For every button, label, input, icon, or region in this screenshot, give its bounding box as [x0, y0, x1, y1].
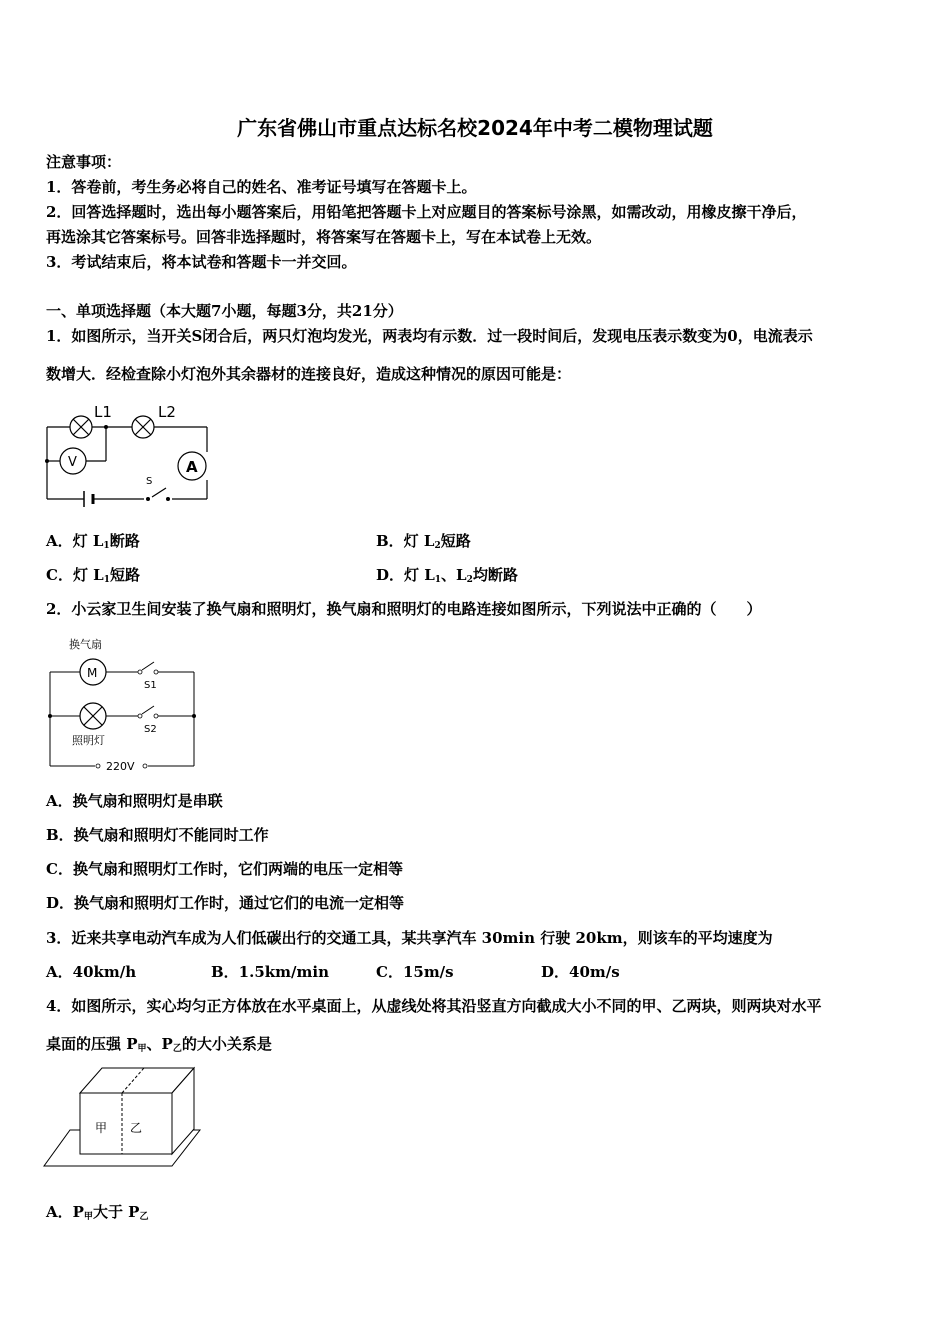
q3-option-d[interactable]: D．40m/s [541, 963, 620, 981]
label-l1: L1 [94, 403, 112, 421]
lamp-l1-icon [70, 416, 92, 438]
q4-stem-line2: 桌面的压强 $P_甲$、$P_乙$的大小关系是 [46, 1035, 272, 1054]
label-v: V [68, 455, 77, 470]
label-s2: S2 [144, 724, 157, 735]
q4-stem-line1: 4．如图所示，实心均匀正方体放在水平桌面上，从虚线处将其沿竖直方向截成大小不同的甲、乙两块，则两块对水平 [46, 997, 822, 1015]
q2-option-b[interactable]: B．换气扇和照明灯不能同时工作 [46, 826, 269, 844]
label-a: A [186, 458, 198, 476]
label-jia: 甲 [95, 1121, 108, 1135]
lamp-l2-icon [132, 416, 154, 438]
q1-circuit-diagram [40, 398, 220, 510]
q1-option-c[interactable]: C．灯 $L_1$短路 [46, 566, 140, 585]
label-lamp: 照明灯 [72, 734, 105, 747]
q2-option-a[interactable]: A．换气扇和照明灯是串联 [46, 792, 223, 810]
q1-option-d[interactable]: D．灯 $L_1$、$L_2$均断路 [376, 566, 518, 585]
page-title: 广东省佛山市重点达标名校2024年中考二模物理试题 [237, 116, 713, 140]
notice-item-1: 1．答卷前，考生务必将自己的姓名、准考证号填写在答题卡上。 [46, 178, 477, 196]
q4-cube-diagram [42, 1062, 202, 1172]
label-s: S [146, 476, 153, 487]
q2-option-c[interactable]: C．换气扇和照明灯工作时，它们两端的电压一定相等 [46, 860, 403, 878]
notice-item-2-cont: 再选涂其它答案标号。回答非选择题时，将答案写在答题卡上，写在本试卷上无效。 [46, 228, 602, 246]
notice-item-3: 3．考试结束后，将本试卷和答题卡一并交回。 [46, 253, 357, 271]
q1-stem-line1: 1．如图所示，当开关S闭合后，两只灯泡均发光，两表均有示数．过一段时间后，发现电压表示数变为0，电流表示 [46, 327, 813, 345]
label-220v: 220V [106, 760, 135, 773]
label-l2: L2 [158, 403, 176, 421]
q1-stem-line2: 数增大．经检查除小灯泡外其余器材的连接良好，造成这种情况的原因可能是： [46, 365, 572, 383]
q4-option-a[interactable]: A．$P_甲$大于 $P_乙$ [46, 1203, 149, 1222]
label-m: M [87, 666, 98, 680]
q2-stem: 2．小云家卫生间安装了换气扇和照明灯，换气扇和照明灯的电路连接如图所示，下列说法中正确的（ ） [46, 600, 762, 618]
label-yi: 乙 [130, 1121, 143, 1135]
lighting-lamp-icon [80, 703, 106, 729]
battery-icon [84, 491, 93, 507]
cube-front [80, 1093, 172, 1154]
q3-option-a[interactable]: A．40km/h [46, 963, 137, 981]
notice-heading: 注意事项： [46, 153, 122, 171]
q3-stem: 3．近来共享电动汽车成为人们低碳出行的交通工具，某共享汽车 30min 行驶 20km，则该车的平均速度为 [46, 929, 773, 947]
q3-option-b[interactable]: B．1.5km/min [211, 963, 329, 981]
section-heading: 一、单项选择题（本大题7小题，每题3分，共21分） [46, 302, 403, 320]
q3-option-c[interactable]: C．15m/s [376, 963, 454, 981]
notice-item-2: 2．回答选择题时，选出每小题答案后，用铅笔把答题卡上对应题目的答案标号涂黑，如需改动，用橡皮擦干净后， [46, 203, 807, 221]
q1-option-a[interactable]: A．灯 $L_1$断路 [46, 532, 140, 551]
label-fan: 换气扇 [69, 638, 102, 651]
label-s1: S1 [144, 680, 157, 691]
q1-option-b[interactable]: B．灯 $L_2$短路 [376, 532, 471, 551]
q2-option-d[interactable]: D．换气扇和照明灯工作时，通过它们的电流一定相等 [46, 894, 405, 912]
q2-circuit-diagram [42, 632, 207, 774]
